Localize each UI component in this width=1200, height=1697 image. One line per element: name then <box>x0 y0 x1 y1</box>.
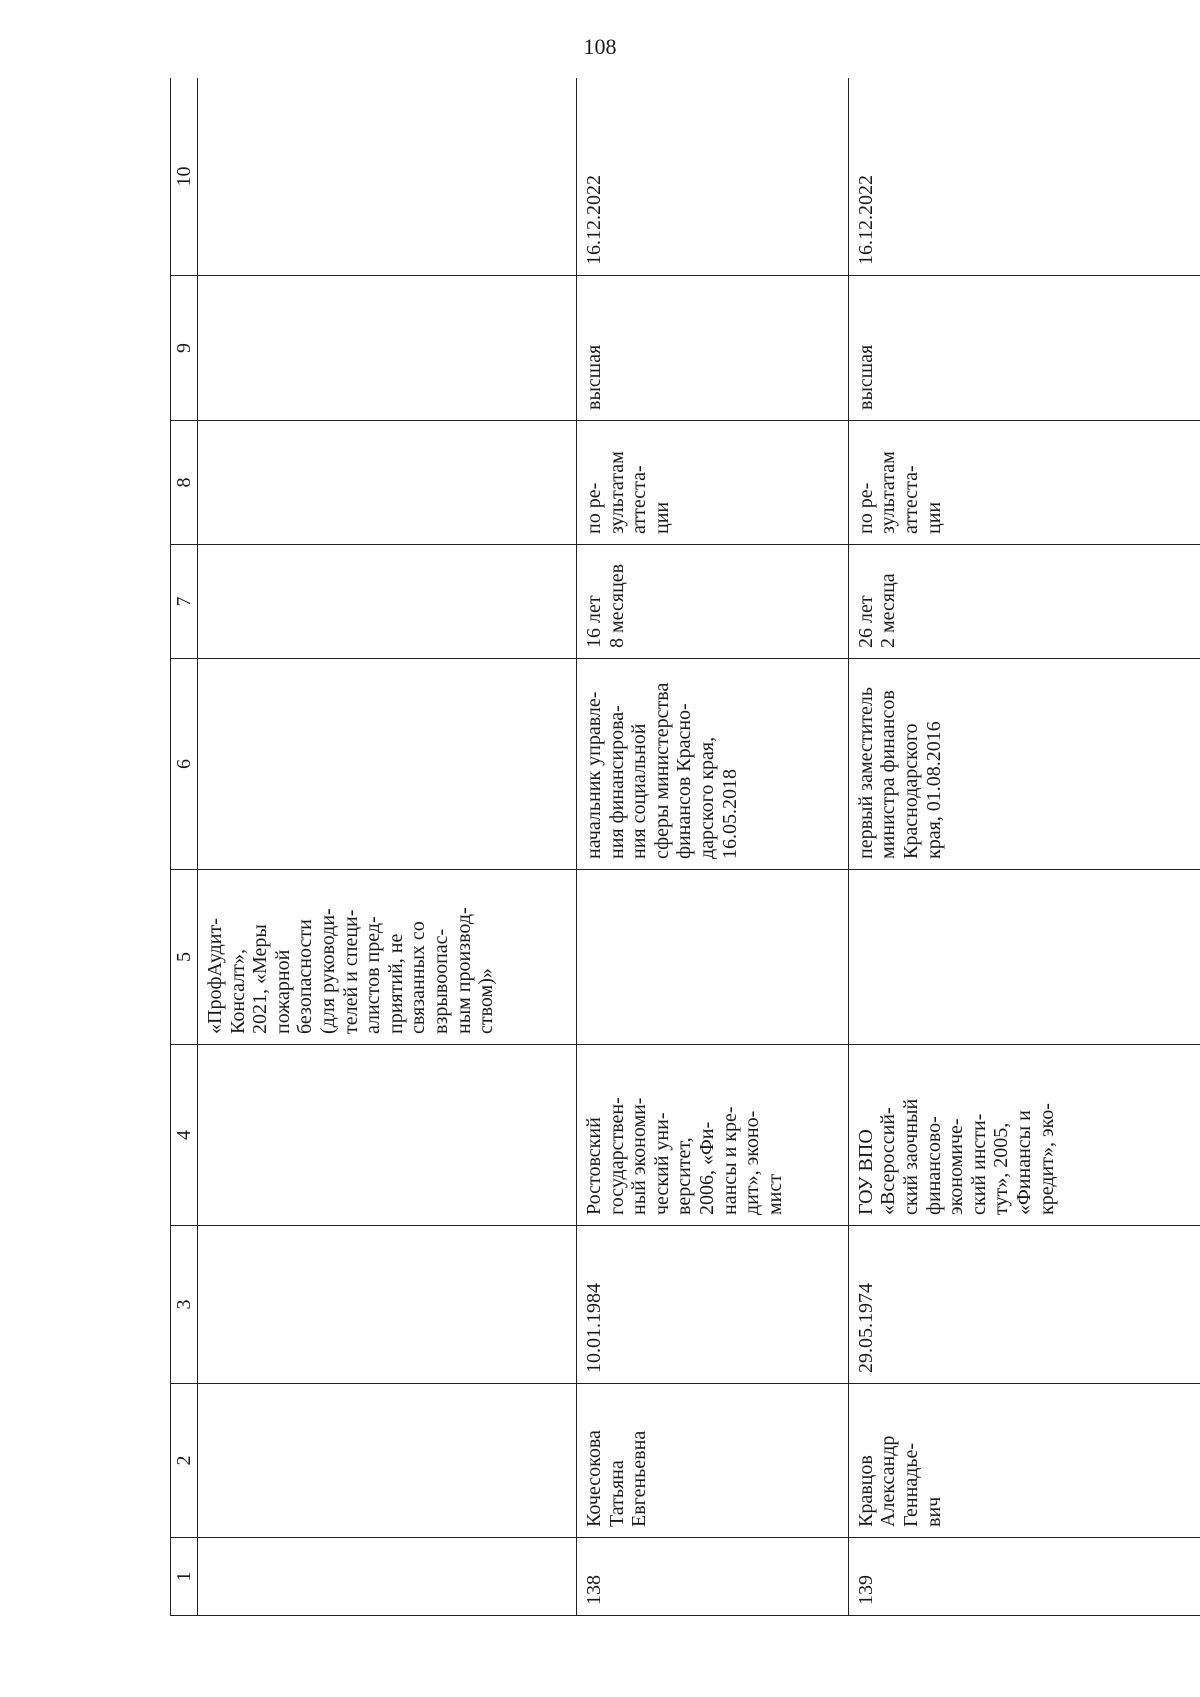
date-cell: 16.12.2022 <box>848 78 1200 276</box>
table-row <box>577 78 849 1616</box>
training-cell: «ПрофАудит- Консалт», 2021, «Меры пожарной безопасности (для руководи- телей и специ- алистов пред- приятий, не связанных со взрывоопас- ным производ- ством)» <box>198 870 577 1045</box>
table-row <box>198 78 577 1616</box>
basis-cell <box>198 421 577 545</box>
education-cell: ГОУ ВПО «Всероссий- ский заочный финансово- экономиче- ский инсти- тут», 2005, «Финансы и кредит», эко- <box>848 1045 1200 1226</box>
basis-cell: по ре- зультатам аттеста- ции <box>848 421 1200 545</box>
position-cell <box>198 659 577 870</box>
row-number-cell: 138 <box>577 1538 849 1616</box>
category-cell: высшая <box>848 276 1200 421</box>
birth-date-cell: 29.05.1974 <box>848 1226 1200 1384</box>
education-cell: Ростовский государствен- ный экономи- ческий уни- верситет, 2006, «Фи- нансы и кре- дит», эконо- мист <box>577 1045 849 1226</box>
column-number: 9 <box>171 276 198 421</box>
column-number-row <box>171 78 198 1616</box>
training-cell <box>848 870 1200 1045</box>
column-number: 4 <box>171 1045 198 1226</box>
experience-cell: 26 лет 2 месяца <box>848 545 1200 659</box>
basis-cell: по ре- зультатам аттеста- ции <box>577 421 849 545</box>
column-number: 3 <box>171 1226 198 1384</box>
birth-date-cell <box>198 1226 577 1384</box>
experience-cell <box>198 545 577 659</box>
table-row <box>848 78 1200 1616</box>
column-number: 7 <box>171 545 198 659</box>
category-cell: высшая <box>577 276 849 421</box>
experience-cell: 16 лет 8 месяцев <box>577 545 849 659</box>
position-cell: первый заместитель министра финансов Краснодарского края, 01.08.2016 <box>848 659 1200 870</box>
birth-date-cell: 10.01.1984 <box>577 1226 849 1384</box>
column-number: 5 <box>171 870 198 1045</box>
education-cell <box>198 1045 577 1226</box>
training-cell <box>577 870 849 1045</box>
column-number: 2 <box>171 1384 198 1538</box>
date-cell <box>198 78 577 276</box>
column-number: 6 <box>171 659 198 870</box>
personnel-table <box>170 78 1200 1616</box>
column-number: 1 <box>171 1538 198 1616</box>
category-cell <box>198 276 577 421</box>
page-number: 108 <box>583 34 617 59</box>
name-cell: Кравцов Александр Геннадье- вич <box>848 1384 1200 1538</box>
table-container <box>170 78 1200 1616</box>
date-cell: 16.12.2022 <box>577 78 849 276</box>
column-number: 8 <box>171 421 198 545</box>
position-cell: начальник управле- ния финансирова- ния социальной сферы министерства финансов Красно- дарского края, 16.05.2018 <box>577 659 849 870</box>
name-cell: Кочесокова Татьяна Евгеньевна <box>577 1384 849 1538</box>
name-cell <box>198 1384 577 1538</box>
column-number: 10 <box>171 78 198 276</box>
row-number-cell <box>198 1538 577 1616</box>
row-number-cell: 139 <box>848 1538 1200 1616</box>
